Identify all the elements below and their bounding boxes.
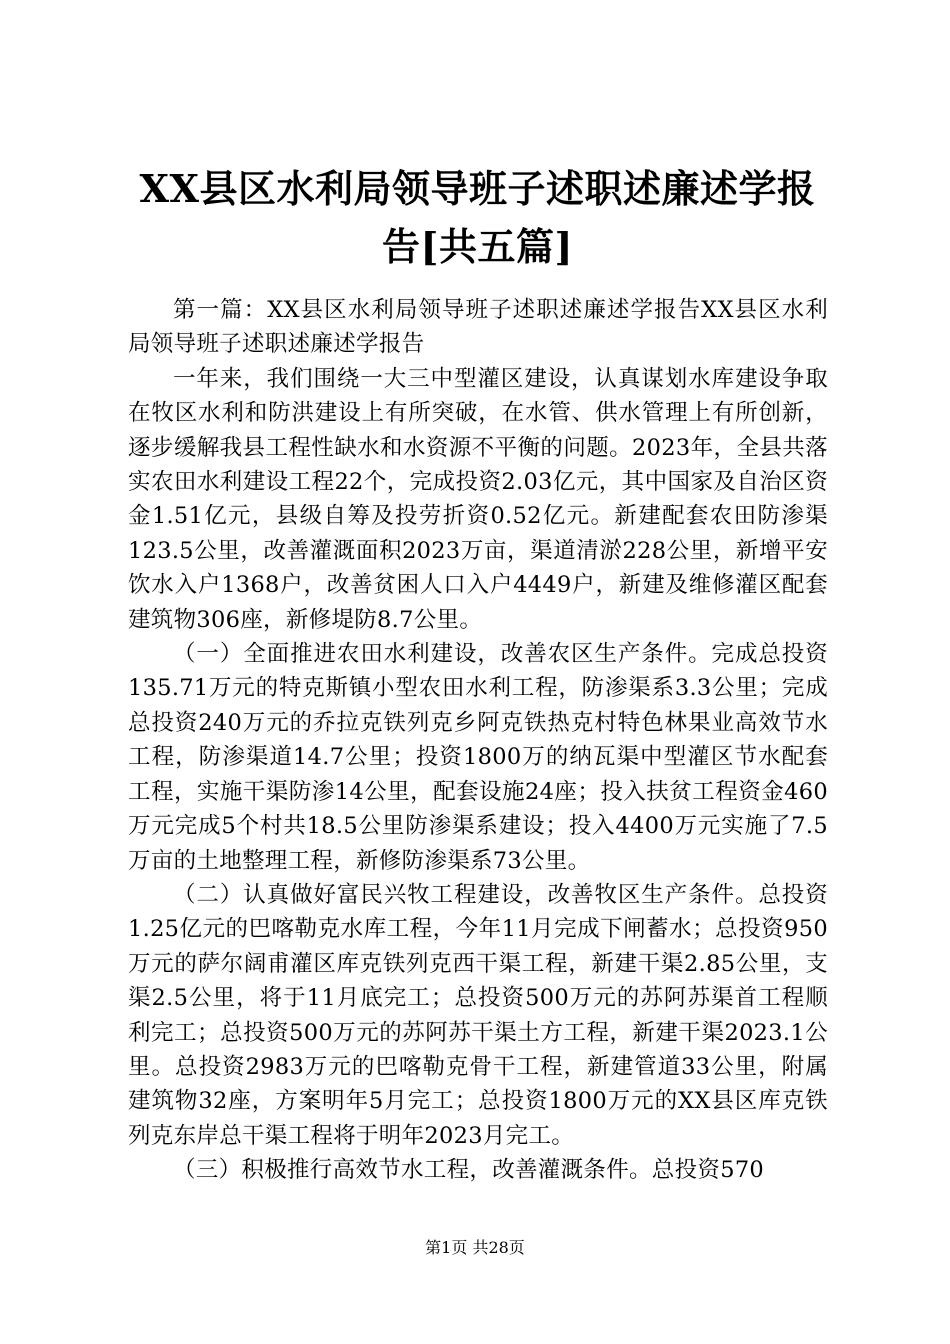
paragraph: 一年来，我们围绕一大三中型灌区建设，认真谋划水库建设争取在牧区水利和防洪建设上有所突破，在水管、供水管理上有所创新，逐步缓解我县工程性缺水和水资源不平衡的问题。2023年，全县共落实农田水利建设工程22个，完成投资2.03亿元，其中国家及自治区资金1.51亿元，县级自筹及投劳折资0.52亿元。新建配套农田防渗渠123.5公里，改善灌溉面积2023万亩，渠道清淤228公里，新增平安饮水入户1368户，改善贫困人口入户4449户，新建及维修灌区配套建筑物306座，新修堤防8.7公里。 xyxy=(128,365,828,633)
paragraph: （二）认真做好富民兴牧工程建设，改善牧区生产条件。总投资1.25亿元的巴喀勒克水库工程，今年11月完成下闸蓄水；总投资950万元的萨尔阔甫灌区库克铁列克西干渠工程，新建干渠2.85公里，支渠2.5公里，将于11月底完工；总投资500万元的苏阿苏渠首工程顺利完工；总投资500万元的苏阿苏干渠土方工程，新建干渠2023.1公里。总投资2983万元的巴喀勒克骨干工程，新建管道33公里，附属建筑物32座，方案明年5月完工；总投资1800万元的XX县区库克铁列克东岸总干渠工程将于明年2023月完工。 xyxy=(128,881,828,1149)
paragraph: 第一篇：XX县区水利局领导班子述职述廉述学报告XX县区水利局领导班子述职述廉述学报告 xyxy=(128,297,828,358)
paragraph: （一）全面推进农田水利建设，改善农区生产条件。完成总投资135.71万元的特克斯镇小型农田水利工程，防渗渠系3.3公里；完成总投资240万元的乔拉克铁列克乡阿克铁热克村特色林果业高效节水工程，防渗渠道14.7公里；投资1800万的纳瓦渠中型灌区节水配套工程，实施干渠防渗14公里，配套设施24座；投入扶贫工程资金460万元完成5个村共18.5公里防渗渠系建设；投入4400万元实施了7.5万亩的土地整理工程，新修防渗渠系73公里。 xyxy=(128,641,828,874)
document-body xyxy=(128,293,828,1188)
page-number-footer: 第1页 共28页 xyxy=(425,1238,525,1257)
paragraph: （三）积极推行高效节水工程，改善灌溉条件。总投资570 xyxy=(173,1157,765,1184)
document-title: XX县区水利局领导班子述职述廉述学报告[共五篇] xyxy=(139,166,816,269)
